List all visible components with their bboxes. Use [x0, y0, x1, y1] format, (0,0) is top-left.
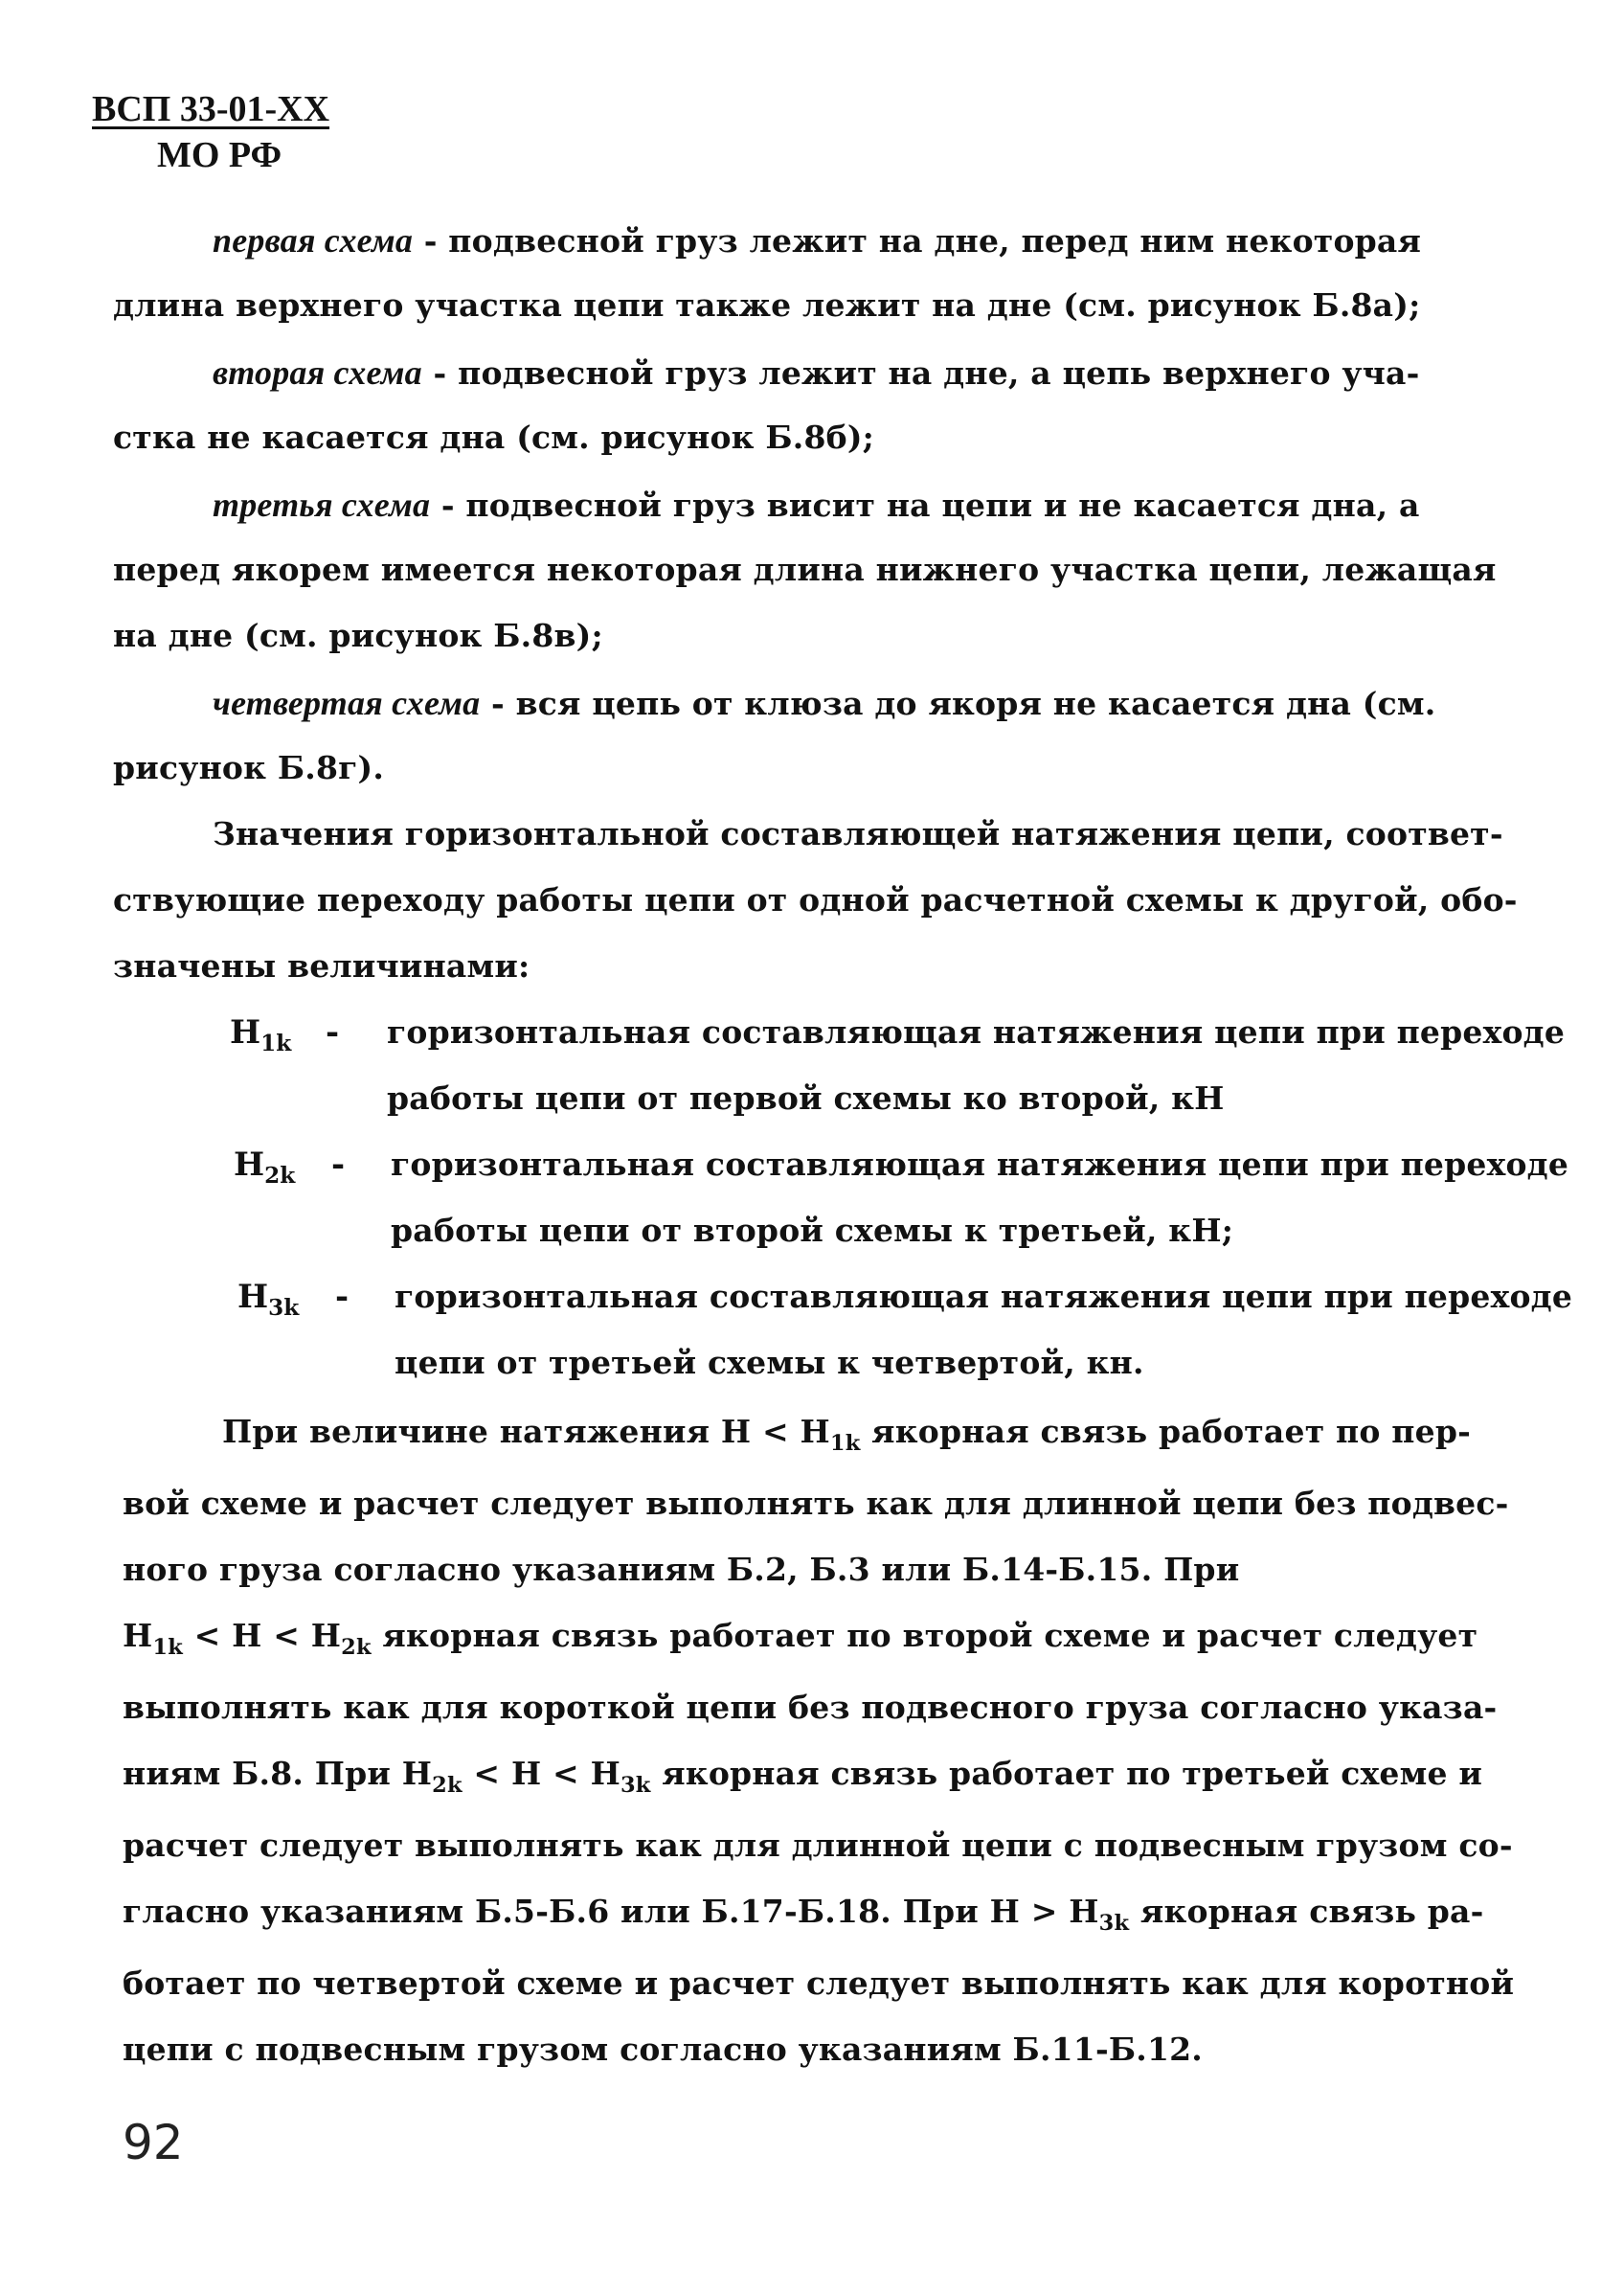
definition-1-dash: -	[326, 1013, 340, 1052]
definition-2-subscript: 2k	[264, 1163, 296, 1190]
definition-2-symbol: $H_{2k}$	[234, 1146, 296, 1190]
standard-code: ВСП 33-01-XX	[92, 89, 330, 129]
definition-3-dash: -	[335, 1278, 350, 1316]
final-line-2: вой схеме и расчет следует выполнять как для длинной цепи без подвес-	[123, 1485, 1509, 1522]
definition-3-symbol: $H_{3k}$	[237, 1278, 300, 1322]
final-line-1: При величине натяжения $H < H_{1k}$ якорная связь работает по пер-	[222, 1413, 1472, 1456]
document-header	[92, 86, 329, 178]
definition-2-dash: -	[331, 1146, 346, 1184]
final-line-5: выполнять как для короткой цепи без подвесного груза согласно указа-	[123, 1689, 1498, 1726]
values-intro-line-1: Значения горизонтальной составляющей натяжения цепи, соответ-	[213, 815, 1503, 852]
scheme-2-name: вторая схема	[213, 353, 422, 392]
definition-3-text-2: цепи от третьей схемы к четвертой, кн.	[395, 1344, 1144, 1381]
final-line-10: цепи с подвесным грузом согласно указаниям Б.11-Б.12.	[123, 2031, 1203, 2068]
final-line-7: расчет следует выполнять как для длинной цепи с подвесным грузом со-	[123, 1827, 1513, 1864]
values-intro-line-2: ствующие переходу работы цепи от одной расчетной схемы к другой, обо-	[113, 881, 1518, 919]
values-intro-line-3: значены величинами:	[113, 947, 530, 985]
definition-1-subscript: 1k	[260, 1031, 292, 1057]
scheme-3-name: третья схема	[213, 486, 431, 524]
final-line-3: ного груза согласно указаниям Б.2, Б.3 или Б.14-Б.15. При	[123, 1551, 1240, 1588]
scheme-1-text-1: - подвесной груз лежит на дне, перед ним некоторая	[413, 222, 1422, 260]
definition-1-text-1: горизонтальная составляющая натяжения цепи при переходе	[387, 1013, 1566, 1051]
scheme-4-name: четвертая схема	[213, 684, 481, 722]
definition-2-text-2: работы цепи от второй схемы к третьей, кН;	[391, 1212, 1234, 1249]
definition-1-text-2: работы цепи от первой схемы ко второй, кН	[387, 1079, 1225, 1117]
final-line-4: $H_{1k} < H < H_{2k}$ якорная связь работает по второй схеме и расчет следует	[123, 1617, 1478, 1660]
scheme-1-line-2: длина верхнего участка цепи также лежит на дне (см. рисунок Б.8а);	[113, 286, 1421, 324]
scheme-1-line-1	[213, 220, 1421, 261]
scheme-2-line-2: стка не касается дна (см. рисунок Б.8б);	[113, 419, 875, 456]
scheme-4-text-1: - вся цепь от клюза до якоря не касается дна (см.	[480, 685, 1436, 722]
scheme-3-line-3: на дне (см. рисунок Б.8в);	[113, 617, 603, 654]
scheme-3-text-1: - подвесной груз висит на цепи и не касается дна, а	[430, 487, 1420, 524]
scheme-2-line-1	[213, 352, 1420, 393]
definition-2-text-1: горизонтальная составляющая натяжения цепи при переходе	[391, 1146, 1569, 1183]
definition-3-text-1: горизонтальная составляющая натяжения цепи при переходе	[395, 1278, 1573, 1315]
final-line-6: ниям Б.8. При $H_{2k} < H < H_{3k}$ якорная связь работает по третьей схеме и	[123, 1755, 1483, 1798]
final-line-8: гласно указаниям Б.5-Б.6 или Б.17-Б.18. При $H > H_{3k}$ якорная связь ра-	[123, 1893, 1484, 1936]
scheme-3-line-2: перед якорем имеется некоторая длина нижнего участка цепи, лежащая	[113, 551, 1497, 588]
scheme-4-line-2: рисунок Б.8г).	[113, 749, 385, 786]
final-line-9: ботает по четвертой схеме и расчет следует выполнять как для коротной	[123, 1964, 1515, 2002]
scheme-1-name: первая схема	[213, 221, 414, 260]
organization: МО РФ	[157, 135, 282, 175]
definition-3-subscript: 3k	[268, 1295, 300, 1322]
page-number: 92	[123, 2115, 184, 2170]
scheme-4-line-1	[213, 683, 1435, 723]
scheme-3-line-1	[213, 485, 1420, 525]
scheme-2-text-1: - подвесной груз лежит на дне, а цепь верхнего уча-	[421, 354, 1420, 392]
definition-1-symbol: $H_{1k}$	[230, 1013, 292, 1057]
